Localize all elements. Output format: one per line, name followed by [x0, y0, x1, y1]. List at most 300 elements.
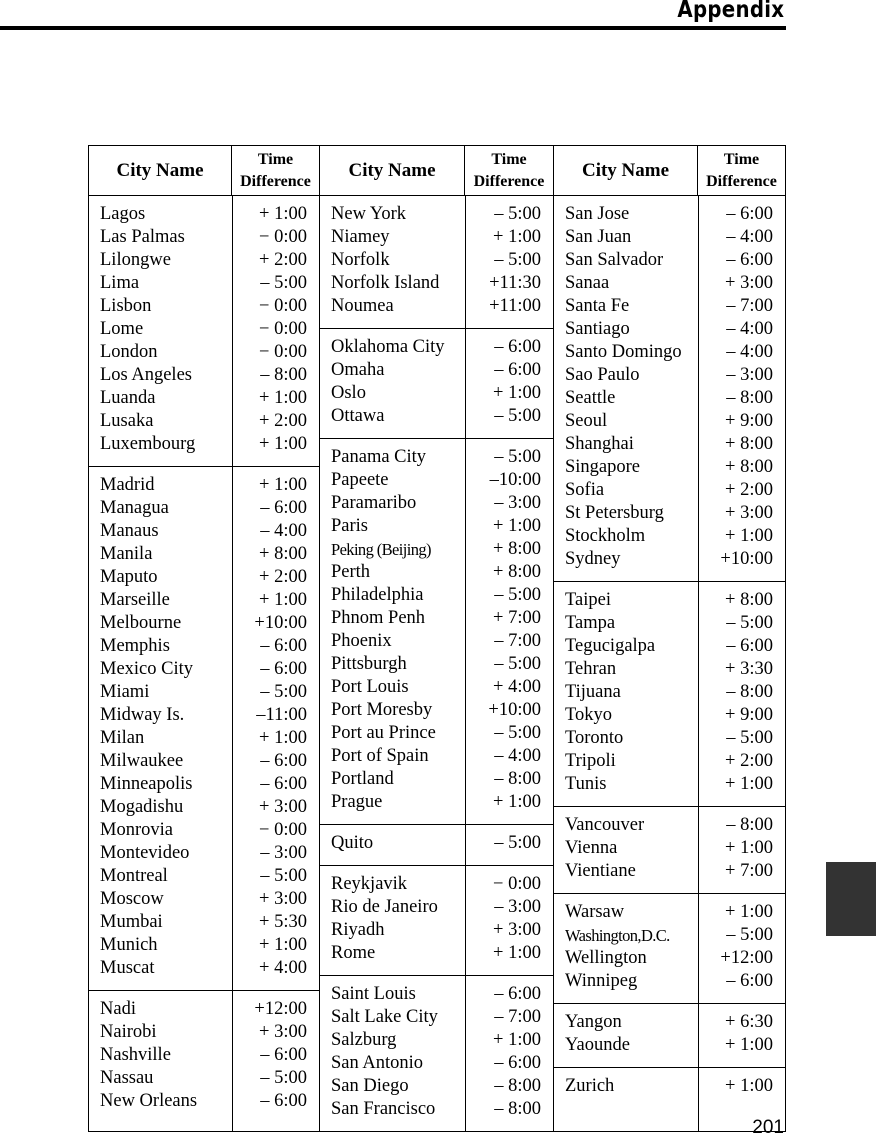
- time-difference: – 5:00: [726, 728, 773, 748]
- city-row: [554, 658, 785, 681]
- city-row: [554, 773, 785, 796]
- city-name: Prague: [331, 792, 383, 812]
- city-row: [554, 924, 785, 947]
- time-difference: − 0:00: [259, 342, 307, 362]
- city-row: [89, 1090, 319, 1113]
- city-row: [320, 249, 553, 272]
- time-difference: + 3:00: [259, 797, 307, 817]
- city-name: Luanda: [100, 388, 156, 408]
- section-tab-marker: [826, 862, 876, 936]
- city-name: Lilongwe: [100, 250, 171, 270]
- time-difference: – 6:00: [260, 659, 307, 679]
- city-row: [89, 387, 319, 410]
- time-difference: +11:00: [489, 296, 541, 316]
- city-row: [89, 1021, 319, 1044]
- city-name: Marseille: [100, 590, 170, 610]
- city-row: [320, 295, 553, 318]
- section-title: Appendix: [677, 0, 784, 23]
- city-row: [554, 681, 785, 704]
- city-name: New Orleans: [100, 1091, 198, 1111]
- city-name: Mexico City: [100, 659, 194, 679]
- city-name: Rio de Janeiro: [331, 897, 438, 917]
- city-row: [89, 226, 319, 249]
- city-name: Tripoli: [565, 751, 616, 771]
- city-name: Munich: [100, 935, 158, 955]
- city-group: [554, 1067, 785, 1108]
- time-difference: + 3:00: [259, 1022, 307, 1042]
- time-difference: + 1:00: [725, 1076, 773, 1096]
- city-row: [320, 469, 553, 492]
- city-row: [320, 272, 553, 295]
- city-name: Santo Domingo: [565, 342, 682, 362]
- time-difference: − 0:00: [259, 319, 307, 339]
- table-header-row: [89, 146, 786, 196]
- city-group: [89, 466, 319, 990]
- city-row: [89, 341, 319, 364]
- city-name: Pittsburgh: [331, 654, 407, 674]
- time-difference: – 8:00: [494, 1076, 541, 1096]
- time-difference: – 4:00: [726, 342, 773, 362]
- time-difference: + 7:00: [725, 861, 773, 881]
- city-name: Manaus: [100, 521, 159, 541]
- city-row: [554, 1075, 785, 1098]
- city-name: Lusaka: [100, 411, 154, 431]
- city-row: [89, 410, 319, 433]
- city-name: Winnipeg: [565, 971, 638, 991]
- city-row: [320, 203, 553, 226]
- city-row: [89, 681, 319, 704]
- city-name: Montevideo: [100, 843, 190, 863]
- time-difference: – 3:00: [494, 493, 541, 513]
- city-name: Vancouver: [565, 815, 645, 835]
- city-row: [554, 837, 785, 860]
- city-row: [320, 983, 553, 1006]
- time-difference: – 5:00: [494, 250, 541, 270]
- city-name: Lome: [100, 319, 144, 339]
- city-row: [554, 548, 785, 571]
- city-row: [554, 318, 785, 341]
- city-row: [320, 791, 553, 814]
- city-name: Madrid: [100, 475, 155, 495]
- city-row: [89, 888, 319, 911]
- city-row: [89, 295, 319, 318]
- city-row: [89, 1044, 319, 1067]
- city-name: Maputo: [100, 567, 158, 587]
- city-name: Panama City: [331, 447, 427, 467]
- time-difference: + 3:30: [725, 659, 773, 679]
- city-row: [320, 722, 553, 745]
- time-difference: + 9:00: [725, 411, 773, 431]
- city-name: Minneapolis: [100, 774, 193, 794]
- time-difference: – 4:00: [494, 746, 541, 766]
- city-name: Zurich: [565, 1076, 615, 1096]
- city-name: Norfolk Island: [331, 273, 440, 293]
- time-difference: +10:00: [254, 613, 307, 633]
- city-row: [89, 911, 319, 934]
- time-difference: + 1:00: [493, 383, 541, 403]
- city-row: [554, 635, 785, 658]
- time-difference: + 1:00: [493, 516, 541, 536]
- time-difference: – 7:00: [726, 296, 773, 316]
- time-difference: + 8:00: [725, 590, 773, 610]
- city-row: [320, 538, 553, 561]
- city-name: Salt Lake City: [331, 1007, 438, 1027]
- time-difference: – 5:00: [494, 406, 541, 426]
- city-row: [89, 474, 319, 497]
- city-row: [320, 584, 553, 607]
- city-name: Noumea: [331, 296, 394, 316]
- time-difference: + 8:00: [493, 562, 541, 582]
- time-difference: – 5:00: [494, 723, 541, 743]
- city-name: San Francisco: [331, 1099, 436, 1119]
- time-difference: – 6:00: [726, 971, 773, 991]
- city-row: [320, 768, 553, 791]
- time-difference: – 3:00: [726, 365, 773, 385]
- time-difference: +10:00: [720, 549, 773, 569]
- city-row: [89, 1067, 319, 1090]
- city-name: Saint Louis: [331, 984, 416, 1004]
- city-row: [89, 520, 319, 543]
- time-difference: – 6:00: [260, 498, 307, 518]
- city-name: Philadelphia: [331, 585, 424, 605]
- city-row: [89, 249, 319, 272]
- time-difference: − 0:00: [493, 874, 541, 894]
- time-difference: – 7:00: [494, 631, 541, 651]
- city-row: [554, 456, 785, 479]
- city-row: [89, 589, 319, 612]
- city-group: [554, 893, 785, 1003]
- city-name: Stockholm: [565, 526, 646, 546]
- city-row: [554, 970, 785, 993]
- city-name: San Juan: [565, 227, 632, 247]
- city-name: Riyadh: [331, 920, 385, 940]
- city-row: [89, 433, 319, 456]
- time-difference: + 4:00: [493, 677, 541, 697]
- time-difference: + 3:00: [259, 889, 307, 909]
- time-difference: + 3:00: [725, 503, 773, 523]
- city-name: Nashville: [100, 1045, 171, 1065]
- table-body-row: [89, 196, 786, 1132]
- city-row: [89, 934, 319, 957]
- city-group: [89, 196, 319, 466]
- city-row: [89, 497, 319, 520]
- time-difference: + 1:00: [259, 434, 307, 454]
- city-row: [320, 382, 553, 405]
- city-name: Oslo: [331, 383, 366, 403]
- city-name: Luxembourg: [100, 434, 196, 454]
- column-divider: [465, 196, 466, 1131]
- city-row: [554, 1011, 785, 1034]
- city-name: Managua: [100, 498, 169, 518]
- city-row: [554, 410, 785, 433]
- city-name: London: [100, 342, 158, 362]
- time-difference: + 3:00: [725, 273, 773, 293]
- time-difference: + 1:00: [493, 792, 541, 812]
- city-row: [320, 1029, 553, 1052]
- city-row: [320, 1098, 553, 1121]
- city-name: Warsaw: [565, 902, 625, 922]
- time-difference: – 5:00: [260, 866, 307, 886]
- city-row: [554, 525, 785, 548]
- city-row: [320, 1006, 553, 1029]
- time-difference: + 1:00: [725, 526, 773, 546]
- time-difference: – 6:00: [726, 636, 773, 656]
- time-difference-table: [88, 145, 786, 1132]
- city-name: Paris: [331, 516, 368, 536]
- city-name: Taipei: [565, 590, 611, 610]
- time-difference: + 1:00: [725, 838, 773, 858]
- city-row: [320, 1075, 553, 1098]
- time-difference: – 5:00: [494, 654, 541, 674]
- col-header-diff-3-line2: Difference: [706, 172, 777, 190]
- time-difference: +10:00: [488, 700, 541, 720]
- city-name: Las Palmas: [100, 227, 185, 247]
- city-group: [320, 975, 553, 1131]
- city-row: [554, 860, 785, 883]
- time-difference: – 6:00: [494, 360, 541, 380]
- city-column-3: [554, 196, 786, 1132]
- city-row: [554, 364, 785, 387]
- city-row: [320, 226, 553, 249]
- city-row: [320, 873, 553, 896]
- time-difference: + 8:00: [725, 457, 773, 477]
- city-row: [89, 543, 319, 566]
- column-divider: [232, 196, 233, 1131]
- city-name: Lisbon: [100, 296, 152, 316]
- city-name: Manila: [100, 544, 153, 564]
- time-difference: + 8:00: [259, 544, 307, 564]
- city-name: New York: [331, 204, 407, 224]
- city-row: [89, 750, 319, 773]
- city-name: Peking (Beijing): [331, 540, 431, 559]
- col-header-diff-2-line1: Time: [491, 150, 527, 168]
- city-name: San Diego: [331, 1076, 409, 1096]
- city-name: Salzburg: [331, 1030, 397, 1050]
- city-name: Paramaribo: [331, 493, 417, 513]
- city-group: [554, 1003, 785, 1067]
- time-difference: + 1:00: [259, 935, 307, 955]
- city-name: Santa Fe: [565, 296, 630, 316]
- time-difference: – 5:00: [260, 273, 307, 293]
- time-difference: – 8:00: [726, 388, 773, 408]
- city-row: [89, 318, 319, 341]
- city-row: [89, 727, 319, 750]
- city-row: [554, 704, 785, 727]
- time-difference: + 1:00: [259, 590, 307, 610]
- time-difference: – 6:00: [494, 1053, 541, 1073]
- city-group: [554, 581, 785, 806]
- city-name: Nassau: [100, 1068, 154, 1088]
- time-difference: – 8:00: [260, 365, 307, 385]
- city-column-1: [89, 196, 320, 1132]
- col-header-diff-1-line2: Difference: [240, 172, 311, 190]
- city-name: San Salvador: [565, 250, 664, 270]
- time-difference: − 0:00: [259, 820, 307, 840]
- time-difference: +11:30: [489, 273, 541, 293]
- time-difference: – 8:00: [726, 815, 773, 835]
- col-header-city-2: City Name: [320, 146, 465, 196]
- city-name: Washington,D.C.: [565, 926, 670, 945]
- time-difference: + 9:00: [725, 705, 773, 725]
- time-difference: – 3:00: [494, 897, 541, 917]
- city-row: [320, 919, 553, 942]
- time-difference: – 6:00: [260, 774, 307, 794]
- city-row: [320, 336, 553, 359]
- city-row: [89, 566, 319, 589]
- city-name: Tijuana: [565, 682, 621, 702]
- time-difference: + 4:00: [259, 958, 307, 978]
- time-difference: + 2:00: [259, 411, 307, 431]
- time-difference: – 5:00: [726, 613, 773, 633]
- col-header-diff-3-line1: Time: [723, 150, 760, 168]
- time-difference: + 3:00: [493, 920, 541, 940]
- city-row: [320, 832, 553, 855]
- time-difference: + 1:00: [725, 774, 773, 794]
- city-row: [89, 773, 319, 796]
- time-difference: –10:00: [489, 470, 541, 490]
- time-difference: + 6:30: [725, 1012, 773, 1032]
- city-row: [554, 750, 785, 773]
- city-name: Muscat: [100, 958, 155, 978]
- city-row: [320, 896, 553, 919]
- time-difference: – 6:00: [494, 337, 541, 357]
- time-difference: – 5:00: [726, 925, 773, 945]
- city-name: Milan: [100, 728, 145, 748]
- city-row: [320, 405, 553, 428]
- city-name: Memphis: [100, 636, 170, 656]
- city-name: Moscow: [100, 889, 164, 909]
- city-name: Yaounde: [565, 1035, 630, 1055]
- city-name: Tampa: [565, 613, 616, 633]
- time-difference: + 2:00: [725, 480, 773, 500]
- time-difference: – 6:00: [494, 984, 541, 1004]
- time-difference: + 1:00: [259, 388, 307, 408]
- col-header-diff-1: [232, 146, 320, 196]
- city-row: [320, 492, 553, 515]
- city-row: [320, 942, 553, 965]
- city-name: Papeete: [331, 470, 389, 490]
- time-difference: + 1:00: [493, 943, 541, 963]
- city-row: [320, 676, 553, 699]
- col-header-diff-3: [698, 146, 786, 196]
- time-difference: + 5:30: [259, 912, 307, 932]
- city-row: [320, 699, 553, 722]
- city-column-2: [320, 196, 554, 1132]
- city-row: [554, 479, 785, 502]
- city-group: [320, 865, 553, 975]
- city-group: [320, 824, 553, 865]
- city-row: [554, 249, 785, 272]
- col-header-city-1: City Name: [89, 146, 232, 196]
- city-name: Port Louis: [331, 677, 409, 697]
- city-row: [554, 901, 785, 924]
- time-difference: – 6:00: [260, 636, 307, 656]
- city-group: [554, 806, 785, 893]
- city-name: Portland: [331, 769, 394, 789]
- city-name: Oklahoma City: [331, 337, 445, 357]
- city-row: [320, 607, 553, 630]
- time-difference: – 4:00: [726, 227, 773, 247]
- city-row: [554, 203, 785, 226]
- time-difference: – 4:00: [260, 521, 307, 541]
- city-row: [320, 359, 553, 382]
- city-name: Vienna: [565, 838, 618, 858]
- header-rule: [0, 26, 786, 30]
- time-difference: – 5:00: [494, 447, 541, 467]
- city-row: [554, 589, 785, 612]
- city-name: San Jose: [565, 204, 630, 224]
- city-row: [554, 433, 785, 456]
- time-difference: + 8:00: [725, 434, 773, 454]
- city-row: [320, 745, 553, 768]
- time-difference: – 5:00: [494, 585, 541, 605]
- page-number: 201: [752, 1117, 784, 1138]
- city-row: [89, 796, 319, 819]
- city-row: [554, 341, 785, 364]
- time-difference: –11:00: [256, 705, 307, 725]
- city-name: Seattle: [565, 388, 616, 408]
- city-name: St Petersburg: [565, 503, 664, 523]
- time-difference: + 7:00: [493, 608, 541, 628]
- city-name: Sanaa: [565, 273, 610, 293]
- city-row: [554, 947, 785, 970]
- city-group: [320, 196, 553, 328]
- city-row: [89, 635, 319, 658]
- city-name: Montreal: [100, 866, 168, 886]
- city-name: Ottawa: [331, 406, 385, 426]
- city-name: Phoenix: [331, 631, 392, 651]
- city-name: Melbourne: [100, 613, 182, 633]
- city-row: [89, 842, 319, 865]
- city-row: [554, 1034, 785, 1057]
- city-name: Tokyo: [565, 705, 613, 725]
- city-name: Lima: [100, 273, 140, 293]
- city-name: Norfolk: [331, 250, 390, 270]
- city-name: Miami: [100, 682, 150, 702]
- city-name: Tegucigalpa: [565, 636, 656, 656]
- city-row: [320, 446, 553, 469]
- city-name: Wellington: [565, 948, 647, 968]
- city-group: [89, 990, 319, 1123]
- column-divider: [698, 196, 699, 1131]
- city-name: Lagos: [100, 204, 146, 224]
- city-name: Sao Paulo: [565, 365, 640, 385]
- city-row: [554, 814, 785, 837]
- time-difference: – 5:00: [494, 833, 541, 853]
- city-row: [89, 957, 319, 980]
- time-difference: +12:00: [720, 948, 773, 968]
- city-row: [320, 1052, 553, 1075]
- time-difference: – 5:00: [494, 204, 541, 224]
- city-name: Yangon: [565, 1012, 622, 1032]
- city-name: Reykjavik: [331, 874, 408, 894]
- city-row: [320, 561, 553, 584]
- city-name: Rome: [331, 943, 376, 963]
- col-header-city-3: City Name: [554, 146, 698, 196]
- col-header-diff-2: [465, 146, 554, 196]
- city-row: [320, 653, 553, 676]
- city-row: [89, 704, 319, 727]
- city-row: [320, 630, 553, 653]
- city-name: Port of Spain: [331, 746, 429, 766]
- city-name: Monrovia: [100, 820, 173, 840]
- city-name: Perth: [331, 562, 371, 582]
- city-row: [554, 612, 785, 635]
- time-difference: – 7:00: [494, 1007, 541, 1027]
- city-name: Midway Is.: [100, 705, 185, 725]
- col-header-diff-2-line2: Difference: [473, 172, 545, 190]
- time-difference: – 6:00: [260, 1091, 307, 1111]
